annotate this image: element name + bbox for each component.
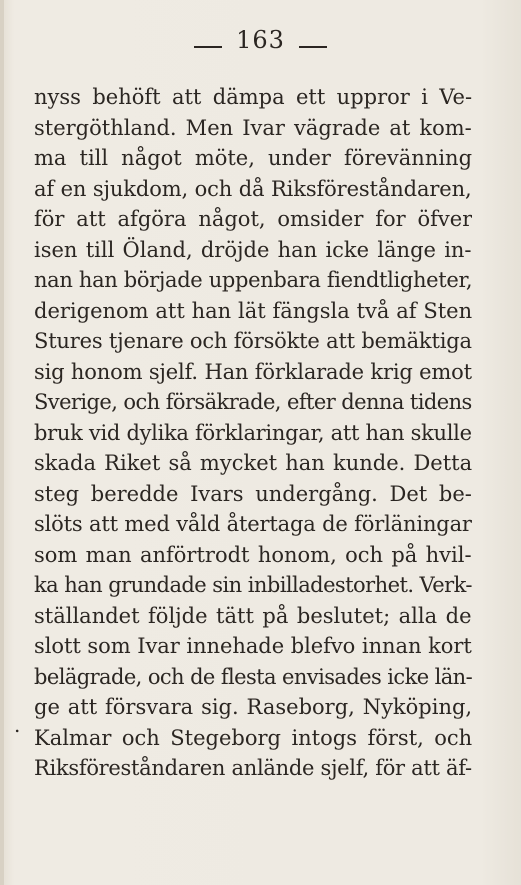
page-number: 163 (236, 26, 285, 54)
body-text (34, 82, 472, 784)
page-edge (0, 0, 4, 885)
text-line: slöts att med våld återtaga de förläningar (34, 512, 472, 536)
text-line: skada Riket så mycket han kunde. Detta (34, 451, 472, 475)
text-line: ställandet följde tätt på beslutet; alla de (34, 603, 472, 628)
text-line: nan han började uppenbara fiendtligheter, (34, 268, 472, 292)
text-line: belägrade, och de flesta envisades icke län- (34, 664, 472, 689)
text-line: ge att försvara sig. Raseborg, Nyköping, (34, 695, 472, 719)
text-line: Kalmar och Stegeborg intogs först, och (34, 725, 472, 750)
text-line: Stures tjenare och försökte att bemäktiga (34, 329, 472, 353)
margin-mark: . (14, 713, 21, 737)
text-line: af en sjukdom, och då Riksföreståndaren, (34, 176, 472, 201)
text-line: ka han grundade sin inbilladestorhet. Verk- (34, 573, 472, 597)
text-line: steg beredde Ivars undergång. Det be- (34, 481, 472, 506)
header-dash-left (194, 46, 222, 48)
text-line: nyss behöft att dämpa ett uppror i Ve- (34, 85, 472, 109)
text-line: stergöthland. Men Ivar vägrade at kom- (34, 115, 472, 140)
text-line: derigenom att han lät fängsla två af Sten (34, 298, 472, 323)
text-line: bruk vid dylika förklaringar, att han skulle (34, 420, 472, 445)
text-line: som man anförtrodt honom, och på hvil- (34, 542, 472, 567)
header-dash-right (299, 46, 327, 48)
text-line: isen till Öland, dröjde han icke länge in- (34, 237, 472, 262)
page-header (0, 26, 521, 54)
text-line: ma till något möte, under förevänning (34, 146, 472, 170)
text-line: för att afgöra något, omsider for öfver (34, 207, 472, 231)
text-line: slott som Ivar innehade blefvo innan kort (34, 634, 472, 658)
text-line: Sverige, och försäkrade, efter denna tidens (34, 390, 472, 414)
text-line: sig honom sjelf. Han förklarade krig emot (34, 359, 472, 384)
text-line: Riksföreståndaren anlände sjelf, för att äf- (34, 756, 472, 780)
